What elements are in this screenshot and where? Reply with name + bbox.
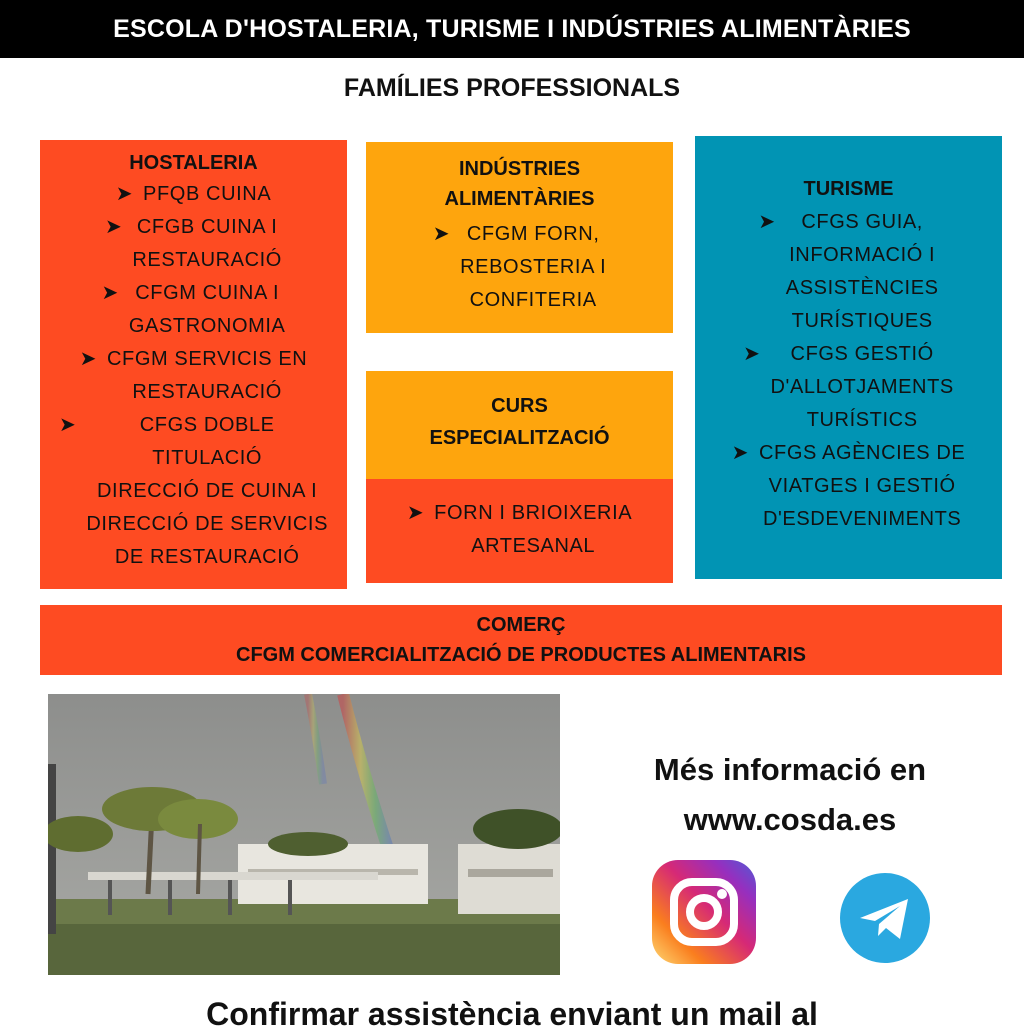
- bottom-cta: Confirmar assistència enviant un mail al: [206, 996, 818, 1032]
- comerc-subtitle: CFGM COMERCIALITZACIÓ DE PRODUCTES ALIMENTARIS: [236, 644, 806, 666]
- arrow-icon: ➤: [58, 414, 77, 436]
- list-item-line: DIRECCIÓ DE CUINA I: [97, 480, 318, 502]
- list-item-text: [129, 277, 286, 343]
- industries-title-line: ALIMENTÀRIES: [444, 188, 595, 210]
- list-item-line: D'ESDEVENIMENTS: [762, 508, 962, 530]
- arrow-icon: ➤: [758, 211, 776, 233]
- list-item-text: [434, 497, 632, 563]
- campus-photo: [48, 694, 560, 975]
- list-item-line: CFGS DOBLE: [139, 414, 275, 436]
- list-item-line: D'ALLOTJAMENTS: [770, 376, 954, 398]
- hostaleria-box: [40, 140, 347, 589]
- industries-list: [366, 218, 673, 317]
- instagram-glyph: [652, 860, 756, 964]
- website-link[interactable]: www.cosda.es: [683, 802, 897, 837]
- list-item-line: CONFITERIA: [469, 289, 597, 311]
- header-title: ESCOLA D'HOSTALERIA, TURISME I INDÚSTRIES ALIMENTÀRIES: [113, 14, 911, 43]
- turisme-box: [695, 136, 1002, 579]
- list-item-text: [132, 211, 282, 277]
- list-item-line: TURÍSTIQUES: [791, 310, 933, 332]
- industries-title-line: INDÚSTRIES: [458, 158, 581, 180]
- industries-box: [366, 142, 673, 333]
- arrow-icon: ➤: [731, 442, 750, 464]
- turisme-title: TURISME: [803, 178, 894, 200]
- list-item-line: CFGS AGÈNCIES DE: [759, 442, 966, 464]
- list-item-line: TURÍSTICS: [806, 409, 918, 431]
- industries-title: [366, 154, 673, 214]
- curs-title-line: ESPECIALITZACIÓ: [429, 427, 610, 449]
- telegram-icon[interactable]: [840, 873, 930, 963]
- list-item-line: ARTESANAL: [471, 535, 596, 557]
- list-item: [40, 343, 347, 409]
- list-item-line: GASTRONOMIA: [128, 315, 286, 337]
- curs-box: [366, 371, 673, 479]
- section-title: FAMÍLIES PROFESSIONALS: [343, 74, 681, 102]
- list-item-line: CFGM FORN,: [466, 223, 600, 245]
- telegram-glyph: [840, 873, 930, 963]
- list-item-text: [786, 206, 939, 338]
- list-item: [40, 277, 347, 343]
- list-item-text: [143, 178, 271, 211]
- header-bar: [0, 0, 1024, 58]
- arrow-icon: ➤: [79, 348, 97, 370]
- list-item-line: RESTAURACIÓ: [132, 381, 282, 403]
- list-item-line: RESTAURACIÓ: [132, 249, 282, 271]
- list-item-text: [86, 409, 328, 574]
- list-item: [40, 409, 347, 574]
- comerc-box: [40, 605, 1002, 675]
- campus-photo-illustration: [48, 694, 560, 975]
- list-item: [366, 218, 673, 317]
- arrow-icon: ➤: [743, 343, 761, 365]
- list-item-text: [770, 338, 953, 437]
- turisme-list: [695, 206, 1002, 536]
- list-item-line: CFGM SERVICIS EN: [106, 348, 308, 370]
- arrow-icon: ➤: [105, 216, 123, 238]
- arrow-icon: ➤: [432, 223, 451, 245]
- more-info: [580, 745, 1000, 845]
- curs-list: [366, 497, 673, 563]
- list-item-line: DIRECCIÓ DE SERVICIS: [86, 513, 329, 535]
- list-item-line: CFGB CUINA I: [136, 216, 278, 238]
- curs-title-line: CURS: [491, 395, 548, 417]
- list-item-line: TITULACIÓ: [152, 447, 263, 469]
- list-item-line: CFGS GESTIÓ: [790, 343, 934, 365]
- list-item: [695, 338, 1002, 437]
- list-item-line: CFGS GUIA,: [801, 211, 923, 233]
- list-item-text: [460, 218, 606, 317]
- more-info-line: Més informació en: [653, 752, 927, 787]
- curs-items-box: [366, 479, 673, 583]
- list-item-line: FORN I BRIOIXERIA: [434, 502, 633, 524]
- arrow-icon: ➤: [406, 502, 425, 524]
- comerc-title: COMERÇ: [476, 614, 566, 636]
- list-item-line: ASSISTÈNCIES: [785, 277, 939, 299]
- list-item-line: REBOSTERIA I: [460, 256, 607, 278]
- list-item: [40, 178, 347, 211]
- list-item-text: [107, 343, 307, 409]
- list-item: [366, 497, 673, 563]
- list-item-text: [759, 437, 965, 536]
- instagram-icon[interactable]: [652, 860, 756, 964]
- list-item-line: VIATGES I GESTIÓ: [768, 475, 956, 497]
- list-item: [40, 211, 347, 277]
- hostaleria-title: HOSTALERIA: [129, 152, 258, 174]
- hostaleria-list: [40, 178, 347, 574]
- list-item: [695, 437, 1002, 536]
- list-item-line: CFGM CUINA I: [135, 282, 280, 304]
- curs-title: [366, 391, 673, 453]
- list-item-line: DE RESTAURACIÓ: [114, 546, 300, 568]
- arrow-icon: ➤: [115, 183, 134, 205]
- list-item: [695, 206, 1002, 338]
- arrow-icon: ➤: [101, 282, 119, 304]
- list-item-line: INFORMACIÓ I: [789, 244, 936, 266]
- list-item-line: PFQB CUINA: [143, 183, 272, 205]
